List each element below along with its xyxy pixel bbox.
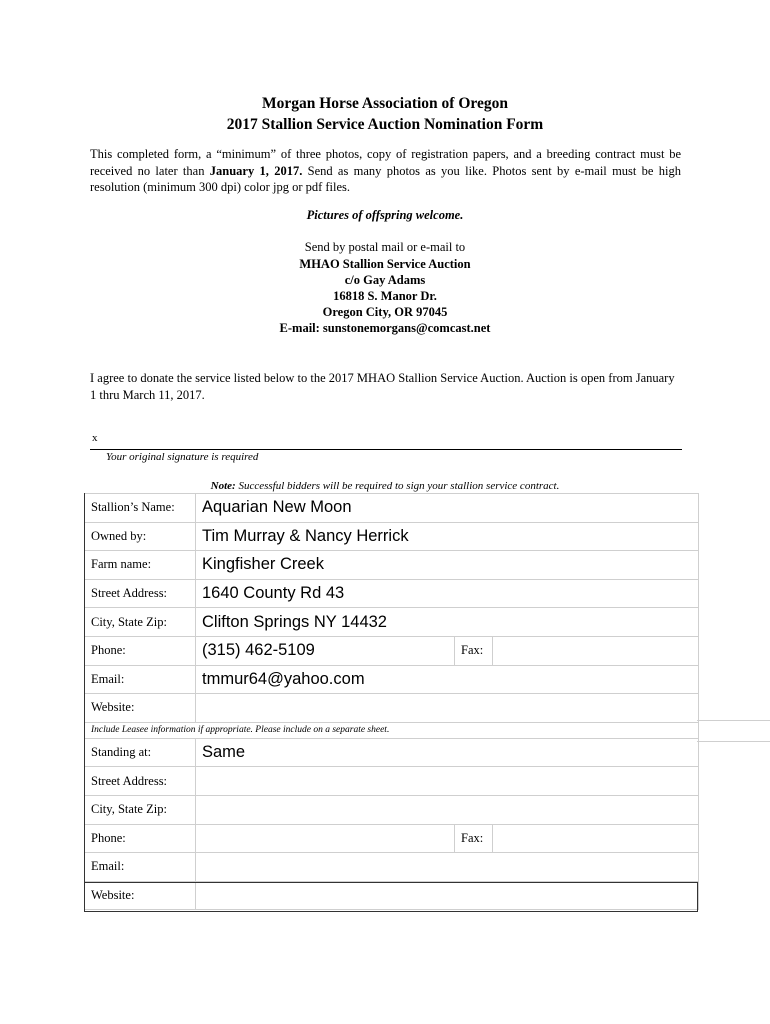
table-row bbox=[85, 853, 699, 882]
table-left-border bbox=[84, 493, 85, 911]
mailing-city: Oregon City, OR 97045 bbox=[322, 305, 448, 319]
signature-x-mark: x bbox=[92, 432, 98, 444]
table-row bbox=[85, 767, 699, 796]
farm-name-field[interactable]: Kingfisher Creek bbox=[196, 551, 699, 580]
owned-by-field[interactable]: Tim Murray & Nancy Herrick bbox=[196, 522, 699, 551]
signature-caption: Your original signature is required bbox=[106, 451, 259, 463]
standing-email-field[interactable] bbox=[196, 853, 699, 882]
website-label: Website: bbox=[85, 694, 196, 723]
phone-field[interactable]: (315) 462-5109 bbox=[196, 636, 455, 665]
standing-fax-label: Fax: bbox=[455, 824, 493, 853]
mailing-street: 16818 S. Manor Dr. bbox=[333, 289, 437, 303]
table-row bbox=[85, 881, 699, 910]
standing-at-label: Standing at: bbox=[85, 738, 196, 767]
street-address-field[interactable]: 1640 County Rd 43 bbox=[196, 579, 699, 608]
table-row bbox=[85, 722, 699, 738]
stallion-name-label: Stallion’s Name: bbox=[85, 494, 196, 523]
standing-fax-field[interactable] bbox=[493, 824, 699, 853]
intro-paragraph bbox=[90, 146, 681, 196]
note-text: Successful bidders will be required to sign your stallion service contract. bbox=[235, 480, 560, 492]
farm-name-label: Farm name: bbox=[85, 551, 196, 580]
intro-text-2: Send as many photos as you like. Photos sent by e-mail must be high resolution (minimum 300 dpi) color jpg or pdf files. bbox=[90, 163, 682, 194]
signature-line[interactable] bbox=[90, 449, 682, 450]
table-row bbox=[85, 522, 699, 551]
email-field[interactable]: tmmur64@yahoo.com bbox=[196, 665, 699, 694]
form-title: 2017 Stallion Service Auction Nomination Form bbox=[226, 116, 544, 133]
deadline: January 1, 2017. bbox=[209, 163, 303, 178]
website-field[interactable] bbox=[196, 694, 699, 723]
leasee-row-extension bbox=[697, 720, 770, 742]
fax-field[interactable] bbox=[493, 636, 699, 665]
city-state-zip-field[interactable]: Clifton Springs NY 14432 bbox=[196, 608, 699, 637]
standing-street-field[interactable] bbox=[196, 767, 699, 796]
city-state-zip-label: City, State Zip: bbox=[85, 608, 196, 637]
phone-label: Phone: bbox=[85, 636, 196, 665]
intro-text-1: This completed form, a “minimum” of three photos, copy of registration papers, and a breeding contract must be received no later than bbox=[90, 147, 681, 178]
table-row bbox=[85, 795, 699, 824]
email-label: Email: bbox=[85, 665, 196, 694]
agreement-text: I agree to donate the service listed below to the 2017 MHAO Stallion Service Auction. Auction is open from January 1 thru March 11, 2017. bbox=[90, 371, 675, 402]
mailing-care-of: c/o Gay Adams bbox=[344, 273, 426, 287]
fax-label: Fax: bbox=[455, 636, 493, 665]
street-address-label: Street Address: bbox=[85, 579, 196, 608]
table-row bbox=[85, 608, 699, 637]
owned-by-label: Owned by: bbox=[85, 522, 196, 551]
note-label: Note: bbox=[210, 480, 236, 492]
table-row bbox=[85, 694, 699, 723]
org-title: Morgan Horse Association of Oregon bbox=[262, 95, 508, 112]
standing-street-label: Street Address: bbox=[85, 767, 196, 796]
nomination-table bbox=[84, 493, 699, 910]
table-row bbox=[85, 551, 699, 580]
standing-website-field[interactable] bbox=[196, 881, 699, 910]
standing-city-field[interactable] bbox=[196, 795, 699, 824]
mailing-name: MHAO Stallion Service Auction bbox=[299, 257, 471, 271]
bidders-note bbox=[0, 480, 770, 492]
standing-city-label: City, State Zip: bbox=[85, 795, 196, 824]
leasee-note: Include Leasee information if appropriate. Please include on a separate sheet. bbox=[85, 722, 699, 738]
table-row bbox=[85, 738, 699, 767]
offspring-note: Pictures of offspring welcome. bbox=[306, 208, 464, 222]
table-row bbox=[85, 824, 699, 853]
table-row bbox=[85, 579, 699, 608]
standing-email-label: Email: bbox=[85, 853, 196, 882]
mailing-intro: Send by postal mail or e-mail to bbox=[304, 240, 466, 254]
standing-phone-field[interactable] bbox=[196, 824, 455, 853]
standing-website-label: Website: bbox=[85, 881, 196, 910]
standing-at-field[interactable]: Same bbox=[196, 738, 699, 767]
standing-phone-label: Phone: bbox=[85, 824, 196, 853]
mailing-email: E-mail: sunstonemorgans@comcast.net bbox=[279, 321, 491, 335]
stallion-name-field[interactable]: Aquarian New Moon bbox=[196, 494, 699, 523]
table-row bbox=[85, 494, 699, 523]
table-row bbox=[85, 636, 699, 665]
table-row bbox=[85, 665, 699, 694]
